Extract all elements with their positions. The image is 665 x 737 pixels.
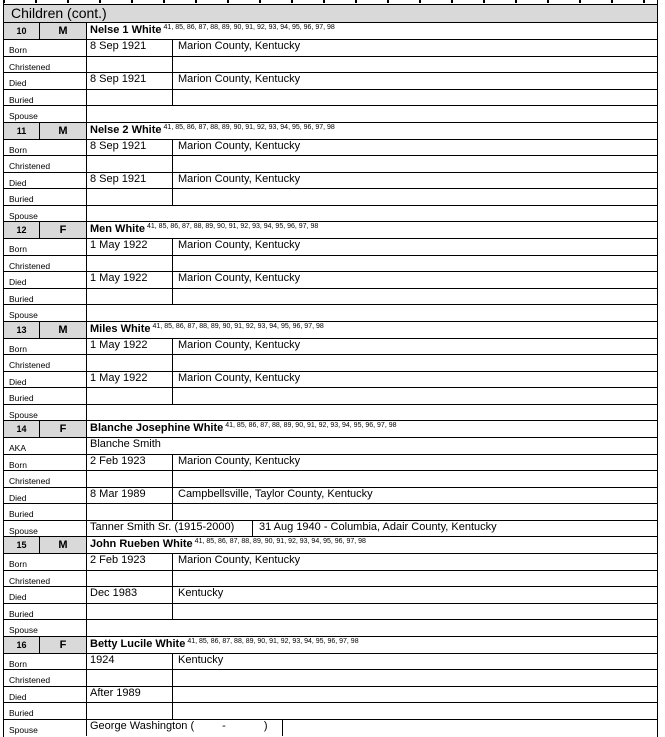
child-sex: M — [40, 537, 87, 553]
event-label: Christened — [4, 471, 87, 487]
event-row — [4, 703, 657, 720]
spouse-name: Tanner Smith Sr. (1915-2000) — [87, 521, 253, 537]
event-date — [87, 604, 173, 620]
event-row — [4, 654, 657, 671]
aka-row — [4, 438, 657, 455]
child-sex: M — [40, 23, 87, 39]
event-date — [87, 289, 173, 305]
event-row — [4, 687, 657, 704]
event-place: Kentucky — [178, 653, 224, 666]
event-row — [4, 355, 657, 372]
event-row — [4, 587, 657, 604]
event-row — [4, 604, 657, 621]
child-sex: M — [40, 123, 87, 139]
child-number: 11 — [4, 123, 40, 139]
event-label: Buried — [4, 703, 87, 719]
source-refs: 41, 85, 86, 87, 88, 89, 90, 91, 92, 93, 94, 95, 96, 97, 98 — [187, 637, 359, 645]
event-label: Buried — [4, 289, 87, 305]
section-header: Children (cont.) — [4, 4, 657, 23]
event-date: 8 Sep 1921 — [87, 73, 173, 89]
event-label: Died — [4, 587, 87, 603]
event-place: Marion County, Kentucky — [178, 371, 301, 384]
event-label: Born — [4, 239, 87, 255]
event-label: Died — [4, 272, 87, 288]
event-label: Spouse — [4, 521, 87, 537]
event-row — [4, 554, 657, 571]
event-label: Buried — [4, 604, 87, 620]
event-label: Buried — [4, 189, 87, 205]
event-label: Buried — [4, 90, 87, 106]
event-date: 1 May 1922 — [87, 339, 173, 355]
event-label: Spouse — [4, 305, 87, 321]
child-name-cell — [87, 322, 657, 338]
event-row — [4, 305, 657, 322]
event-row — [4, 57, 657, 74]
event-place: Campbellsville, Taylor County, Kentucky — [178, 487, 373, 500]
event-label: Died — [4, 488, 87, 504]
event-label: Born — [4, 140, 87, 156]
event-date: After 1989 — [87, 687, 173, 703]
event-place — [173, 388, 657, 404]
child-name: Nelse 2 White — [90, 123, 162, 136]
event-date — [87, 355, 173, 371]
event-row — [4, 339, 657, 356]
event-row — [4, 90, 657, 107]
child-name-row — [4, 322, 657, 339]
child-number: 10 — [4, 23, 40, 39]
child-name-row — [4, 23, 657, 40]
child-sex: F — [40, 637, 87, 653]
event-label: Born — [4, 554, 87, 570]
child-sex: M — [40, 322, 87, 338]
event-date: 8 Sep 1921 — [87, 40, 173, 56]
event-row — [4, 571, 657, 588]
event-row — [4, 455, 657, 472]
spouse-row — [4, 720, 657, 737]
event-date — [87, 90, 173, 106]
event-date: 8 Sep 1921 — [87, 173, 173, 189]
event-row — [4, 504, 657, 521]
event-place — [173, 189, 657, 205]
source-refs: 41, 85, 86, 87, 88, 89, 90, 91, 92, 93, 94, 95, 96, 97, 98 — [147, 223, 319, 230]
source-refs: 41, 85, 86, 87, 88, 89, 90, 91, 92, 93, 94, 95, 96, 97, 98 — [194, 538, 366, 545]
source-refs: 41, 85, 86, 87, 88, 89, 90, 91, 92, 93, 94, 95, 96, 97, 98 — [163, 123, 335, 131]
child-name-row — [4, 537, 657, 554]
event-date — [87, 571, 173, 587]
child-sex: F — [40, 222, 87, 238]
source-refs: 41, 85, 86, 87, 88, 89, 90, 91, 92, 93, 94, 95, 96, 97, 98 — [163, 24, 335, 31]
event-date: Dec 1983 — [87, 587, 173, 603]
event-row — [4, 272, 657, 289]
child-name-cell — [87, 123, 657, 139]
source-refs: 41, 85, 86, 87, 88, 89, 90, 91, 92, 93, 94, 95, 96, 97, 98 — [152, 322, 324, 330]
spouse-value — [87, 305, 657, 321]
child-name-row — [4, 421, 657, 438]
child-name-cell — [87, 537, 657, 553]
child-name-cell — [87, 421, 657, 437]
event-label: Christened — [4, 571, 87, 587]
event-label: Spouse — [4, 720, 87, 737]
event-row — [4, 106, 657, 123]
event-date: 1 May 1922 — [87, 239, 173, 255]
event-place: Marion County, Kentucky — [178, 40, 301, 52]
event-date — [87, 189, 173, 205]
event-row — [4, 140, 657, 157]
event-place — [173, 289, 657, 305]
event-place: Marion County, Kentucky — [178, 172, 301, 185]
event-label: Christened — [4, 57, 87, 73]
child-name: Miles White — [90, 322, 151, 335]
event-place: Marion County, Kentucky — [178, 139, 301, 152]
spouse-value — [87, 106, 657, 122]
event-row — [4, 289, 657, 306]
child-number: 14 — [4, 421, 40, 437]
event-row — [4, 405, 657, 422]
event-place: Marion County, Kentucky — [178, 239, 301, 251]
event-date: 2 Feb 1923 — [87, 554, 173, 570]
child-name-row — [4, 222, 657, 239]
event-row — [4, 620, 657, 637]
event-place — [173, 156, 657, 172]
spouse-value — [87, 206, 657, 222]
child-name-cell — [87, 637, 657, 653]
child-number: 16 — [4, 637, 40, 653]
event-row — [4, 206, 657, 223]
event-date — [87, 471, 173, 487]
children-table — [4, 23, 657, 736]
event-label: Spouse — [4, 405, 87, 421]
event-row — [4, 256, 657, 273]
event-date — [87, 256, 173, 272]
event-row — [4, 488, 657, 505]
spouse-row — [4, 521, 657, 538]
event-date: 8 Sep 1921 — [87, 140, 173, 156]
event-label: Died — [4, 73, 87, 89]
event-label: Born — [4, 339, 87, 355]
marriage-info: 31 Aug 1940 - Columbia, Adair County, Kentucky — [259, 520, 497, 533]
event-label: Buried — [4, 388, 87, 404]
event-label: Christened — [4, 156, 87, 172]
event-place — [173, 256, 657, 272]
event-place — [173, 703, 657, 719]
child-name-cell — [87, 222, 657, 238]
event-place: Marion County, Kentucky — [178, 554, 301, 566]
aka-value: Blanche Smith — [90, 438, 161, 450]
child-name: Betty Lucile White — [90, 637, 186, 650]
child-name: Nelse 1 White — [90, 24, 162, 36]
event-label: Spouse — [4, 106, 87, 122]
event-label: Spouse — [4, 206, 87, 222]
event-date: 8 Mar 1989 — [87, 488, 173, 504]
child-name-cell — [87, 23, 657, 39]
child-number: 13 — [4, 322, 40, 338]
event-label: Born — [4, 654, 87, 670]
event-date — [87, 670, 173, 686]
event-row — [4, 471, 657, 488]
spouse-dash: - — [222, 719, 226, 732]
event-label: AKA — [4, 438, 87, 454]
event-row — [4, 388, 657, 405]
event-place — [173, 355, 657, 371]
event-place — [173, 57, 657, 73]
event-row — [4, 372, 657, 389]
event-date: 1 May 1922 — [87, 372, 173, 388]
spouse-value — [87, 620, 657, 636]
event-date — [87, 156, 173, 172]
event-label: Christened — [4, 355, 87, 371]
event-place: Marion County, Kentucky — [178, 73, 301, 85]
child-name-row — [4, 637, 657, 654]
event-date: 2 Feb 1923 — [87, 455, 173, 471]
event-row — [4, 189, 657, 206]
event-label: Died — [4, 372, 87, 388]
event-label: Died — [4, 173, 87, 189]
event-label: Spouse — [4, 620, 87, 636]
event-date — [87, 504, 173, 520]
child-name: John Rueben White — [90, 538, 193, 550]
event-place — [173, 670, 657, 686]
event-row — [4, 670, 657, 687]
event-place — [173, 471, 657, 487]
event-place: Marion County, Kentucky — [178, 454, 301, 467]
child-name: Blanche Josephine White — [90, 422, 224, 434]
spouse-name — [87, 720, 283, 737]
child-number: 15 — [4, 537, 40, 553]
event-label: Christened — [4, 670, 87, 686]
event-place: Marion County, Kentucky — [178, 272, 301, 284]
event-row — [4, 156, 657, 173]
family-group-sheet — [3, 0, 658, 737]
event-row — [4, 40, 657, 57]
event-place: Marion County, Kentucky — [178, 338, 301, 351]
event-row — [4, 239, 657, 256]
event-date: 1 May 1922 — [87, 272, 173, 288]
event-row — [4, 173, 657, 190]
event-date — [87, 57, 173, 73]
event-label: Born — [4, 455, 87, 471]
spouse-name-text: George Washington ( — [90, 719, 195, 732]
event-place — [173, 90, 657, 106]
event-place: Kentucky — [178, 587, 224, 599]
event-date — [87, 388, 173, 404]
child-name: Men White — [90, 223, 145, 235]
event-row — [4, 73, 657, 90]
event-place — [173, 604, 657, 620]
spouse-close: ) — [263, 719, 268, 732]
event-label: Buried — [4, 504, 87, 520]
child-number: 12 — [4, 222, 40, 238]
spouse-value — [87, 405, 657, 421]
event-place — [173, 687, 657, 703]
source-refs: 41, 85, 86, 87, 88, 89, 90, 91, 92, 93, 94, 95, 96, 97, 98 — [225, 422, 397, 429]
event-label: Christened — [4, 256, 87, 272]
event-label: Died — [4, 687, 87, 703]
event-place — [173, 504, 657, 520]
child-name-row — [4, 123, 657, 140]
child-sex: F — [40, 421, 87, 437]
event-label: Born — [4, 40, 87, 56]
event-place — [173, 571, 657, 587]
event-date: 1924 — [87, 654, 173, 670]
event-date — [87, 703, 173, 719]
